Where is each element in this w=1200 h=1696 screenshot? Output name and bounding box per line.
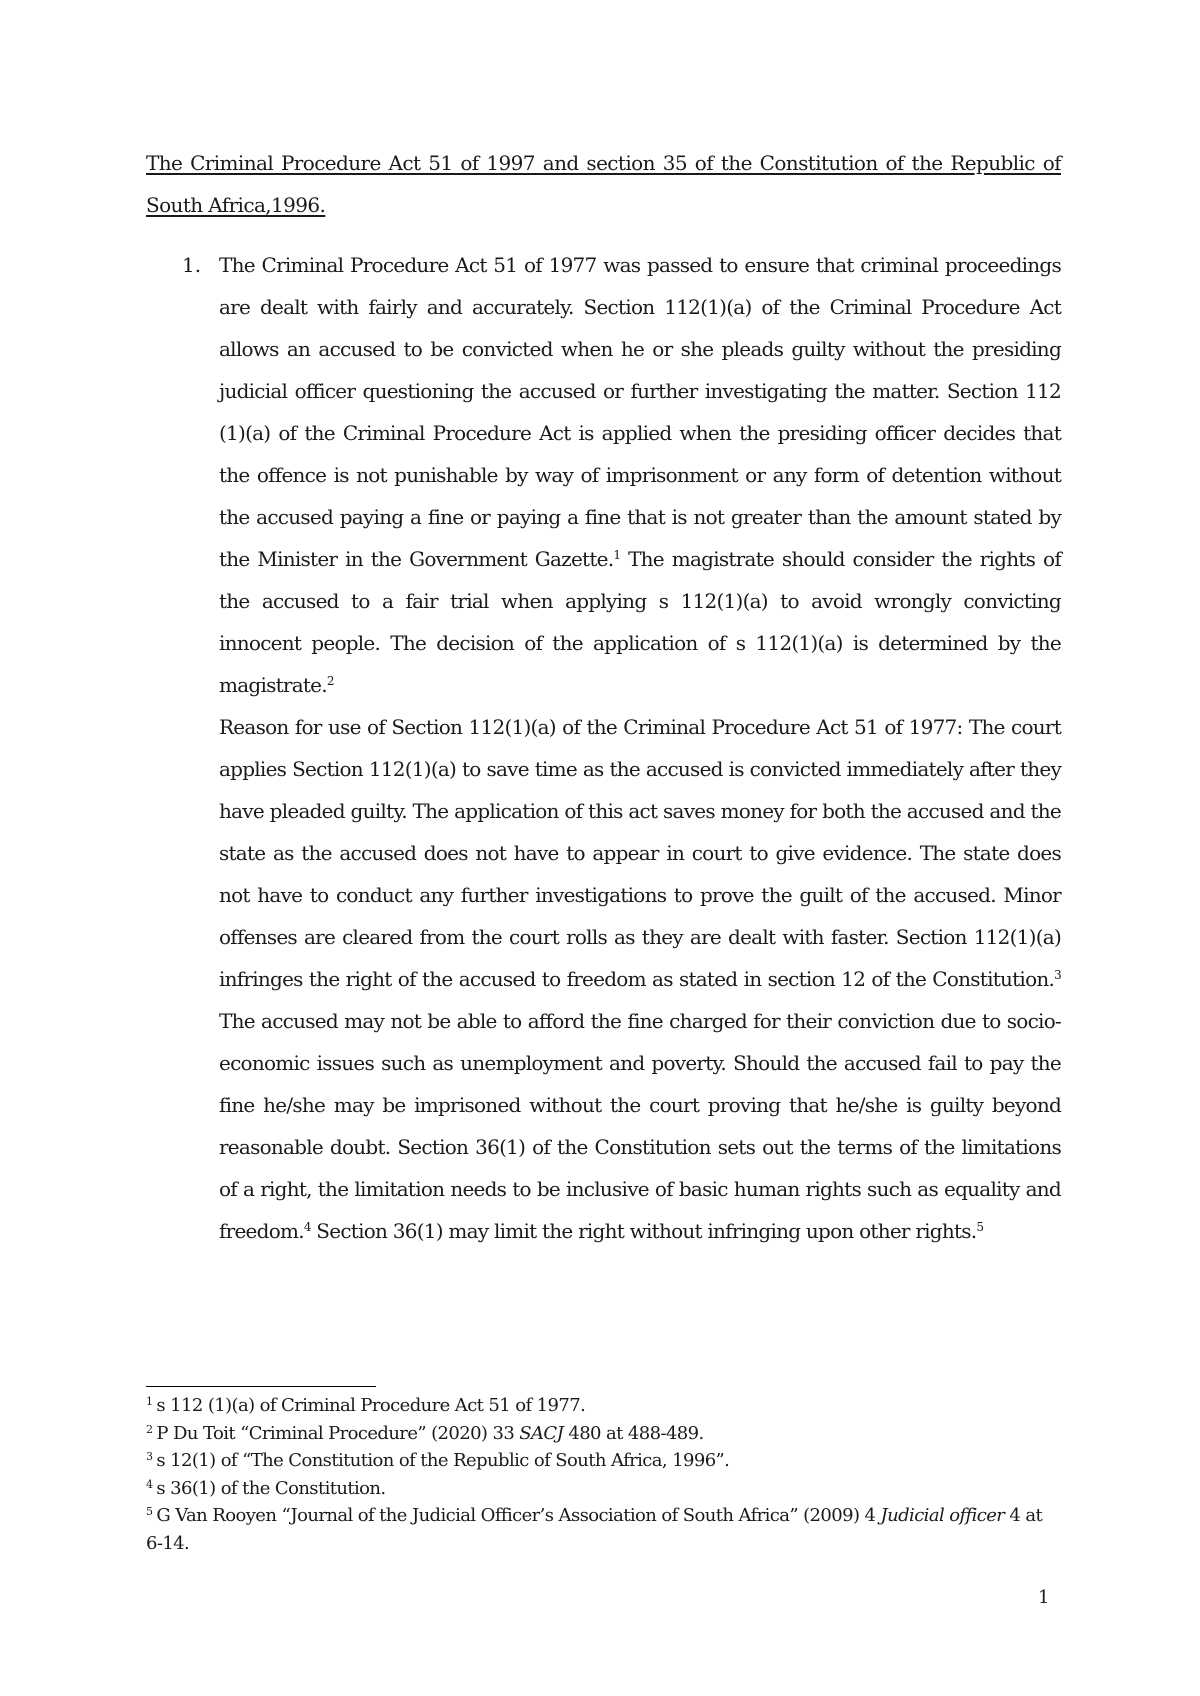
footnote-journal-abbrev: SACJ bbox=[519, 1422, 564, 1444]
footnote-text: 4 at 6-14. bbox=[146, 1505, 1043, 1554]
footnote-separator bbox=[146, 1386, 376, 1387]
footnote-number: 4 bbox=[146, 1477, 153, 1491]
footnote-number: 3 bbox=[146, 1450, 153, 1463]
paragraph-2-text-c: Section 36(1) may limit the right without infringing upon other rights. bbox=[310, 1219, 977, 1243]
footnote-number: 5 bbox=[146, 1505, 153, 1518]
footnote-2 bbox=[146, 1420, 1061, 1448]
footnotes bbox=[146, 1392, 1061, 1557]
footnote-4 bbox=[146, 1475, 1061, 1503]
list-item-body bbox=[219, 244, 1061, 1252]
footnote-ref-4: 4 bbox=[303, 1220, 311, 1234]
footnote-text: P Du Toit “Criminal Procedure” (2020) 33 bbox=[156, 1422, 520, 1444]
footnote-1 bbox=[146, 1392, 1061, 1420]
footnote-ref-1: 1 bbox=[613, 548, 621, 562]
paragraph-1-text-b: The magistrate should consider the rights of the accused to a fair trial when applying s 112(1)(a) to avoid wrongly convicting innocent people. The decision of the application of s 112(1)(a) is determined by the magistrate. bbox=[219, 547, 1061, 697]
footnote-3 bbox=[146, 1447, 1061, 1475]
paragraph-2-text-b: The accused may not be able to afford the fine charged for their conviction due to socio-economic issues such as unemployment and poverty. Should the accused fail to pay the fine he/she may be imprisoned without the court proving that he/she is guilty beyond reasonable doubt. Section 36(1) of the Constitution sets out the terms of the limitations of a right, the limitation needs to be inclusive of basic human rights such as equality and freedom. bbox=[219, 1009, 1061, 1243]
paragraph-1 bbox=[219, 244, 1061, 706]
list-item-number: 1. bbox=[182, 253, 202, 277]
paragraph-2-text-a: Reason for use of Section 112(1)(a) of the Criminal Procedure Act 51 of 1977: The court applies Section 112(1)(a) to save time as the accused is convicted immediately after they have pleaded guilty. The application of this act saves money for both the accused and the state as the accused does not have to appear in court to give evidence. The state does not have to conduct any further investigations to prove the guilt of the accused. Minor offenses are cleared from the court rolls as they are dealt with faster. Section 112(1)(a) infringes the right of the accused to freedom as stated in section 12 of the Constitution. bbox=[219, 715, 1061, 991]
paragraph-2 bbox=[219, 706, 1061, 1252]
document-title: The Criminal Procedure Act 51 of 1997 and section 35 of the Constitution of the Republic of South Africa,1996. bbox=[146, 151, 1061, 217]
paragraph-1-text-a: The Criminal Procedure Act 51 of 1977 was passed to ensure that criminal proceedings are dealt with fairly and accurately. Section 112(1)(a) of the Criminal Procedure Act allows an accused to be convicted when he or she pleads guilty without the presiding judicial officer questioning the accused or further investigating the matter. Section 112 (1)(a) of the Criminal Procedure Act is applied when the presiding officer decides that the offence is not punishable by way of imprisonment or any form of detention without the accused paying a fine or paying a fine that is not greater than the amount stated by the Minister in the Government Gazette. bbox=[219, 253, 1061, 571]
footnote-ref-5: 5 bbox=[976, 1220, 984, 1234]
footnote-text: s 36(1) of the Constitution. bbox=[156, 1477, 386, 1499]
footnote-5 bbox=[146, 1502, 1061, 1557]
footnote-text: s 112 (1)(a) of Criminal Procedure Act 51 of 1977. bbox=[156, 1395, 586, 1416]
footnote-number: 1 bbox=[146, 1395, 153, 1408]
footnote-text: G Van Rooyen “Journal of the Judicial Officer’s Association of South Africa” (2009) 4 bbox=[156, 1505, 881, 1526]
page-number: 1 bbox=[1038, 1587, 1050, 1608]
footnote-number: 2 bbox=[146, 1422, 153, 1436]
footnote-text: 480 at 488-489. bbox=[563, 1422, 704, 1444]
footnote-ref-3: 3 bbox=[1054, 968, 1061, 982]
footnote-ref-2: 2 bbox=[326, 674, 334, 688]
footnote-text: s 12(1) of “The Constitution of the Republic of South Africa, 1996”. bbox=[156, 1450, 730, 1471]
footnote-journal-title: Judicial officer bbox=[880, 1505, 1005, 1526]
